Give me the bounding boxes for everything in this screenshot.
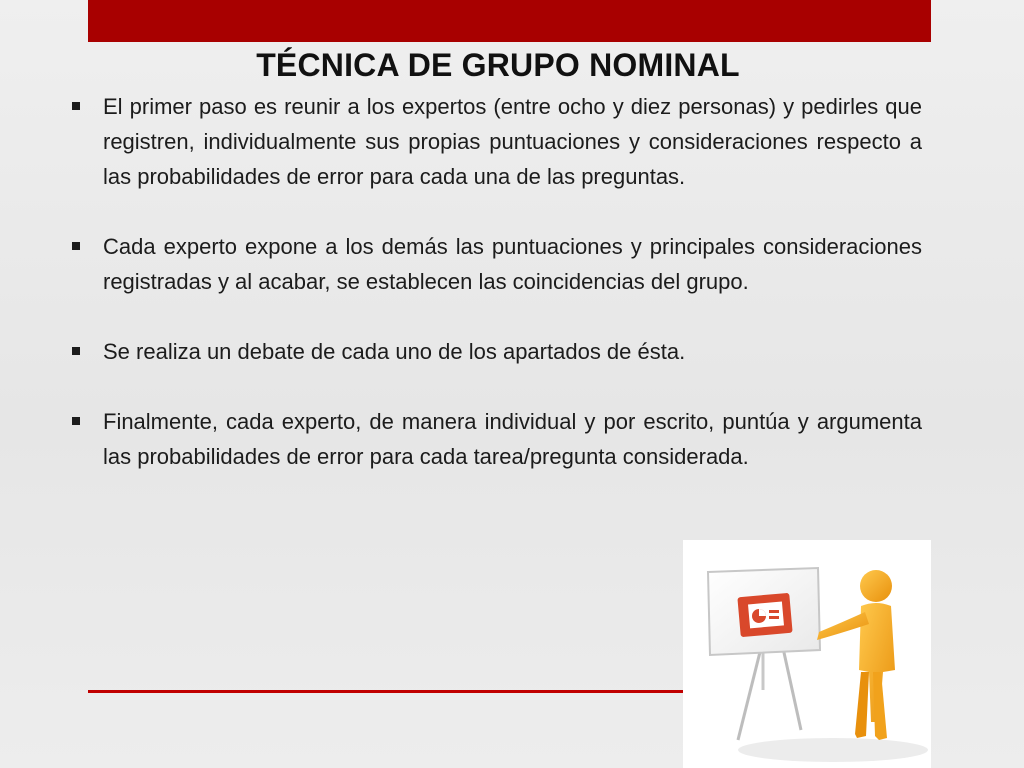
top-accent-bar	[88, 0, 931, 42]
bullet-text: Se realiza un debate de cada uno de los apartados de ésta.	[103, 339, 686, 364]
presenter-with-easel-icon	[683, 540, 931, 768]
presenter-illustration	[683, 540, 931, 768]
bullet-item	[70, 89, 922, 194]
bullet-text: Finalmente, cada experto, de manera individual y por escrito, puntúa y argumenta las probabilidades de error para cada tarea/pregunta considerada.	[103, 409, 922, 469]
bullet-text: El primer paso es reunir a los expertos (entre ocho y diez personas) y pedirles que registren, individualmente sus propias puntuaciones y consideraciones respecto a las probabilidades de error para cada una de las preguntas.	[103, 94, 922, 189]
bullet-item	[70, 404, 922, 474]
bullet-list	[70, 89, 922, 509]
slide-title: TÉCNICA DE GRUPO NOMINAL	[256, 47, 740, 83]
bullet-item	[70, 229, 922, 299]
square-bullet-icon	[72, 102, 80, 110]
bullet-item	[70, 334, 922, 369]
bullet-text: Cada experto expone a los demás las puntuaciones y principales consideraciones registradas y al acabar, se establecen las coincidencias del grupo.	[103, 234, 922, 294]
square-bullet-icon	[72, 417, 80, 425]
square-bullet-icon	[72, 242, 80, 250]
square-bullet-icon	[72, 347, 80, 355]
